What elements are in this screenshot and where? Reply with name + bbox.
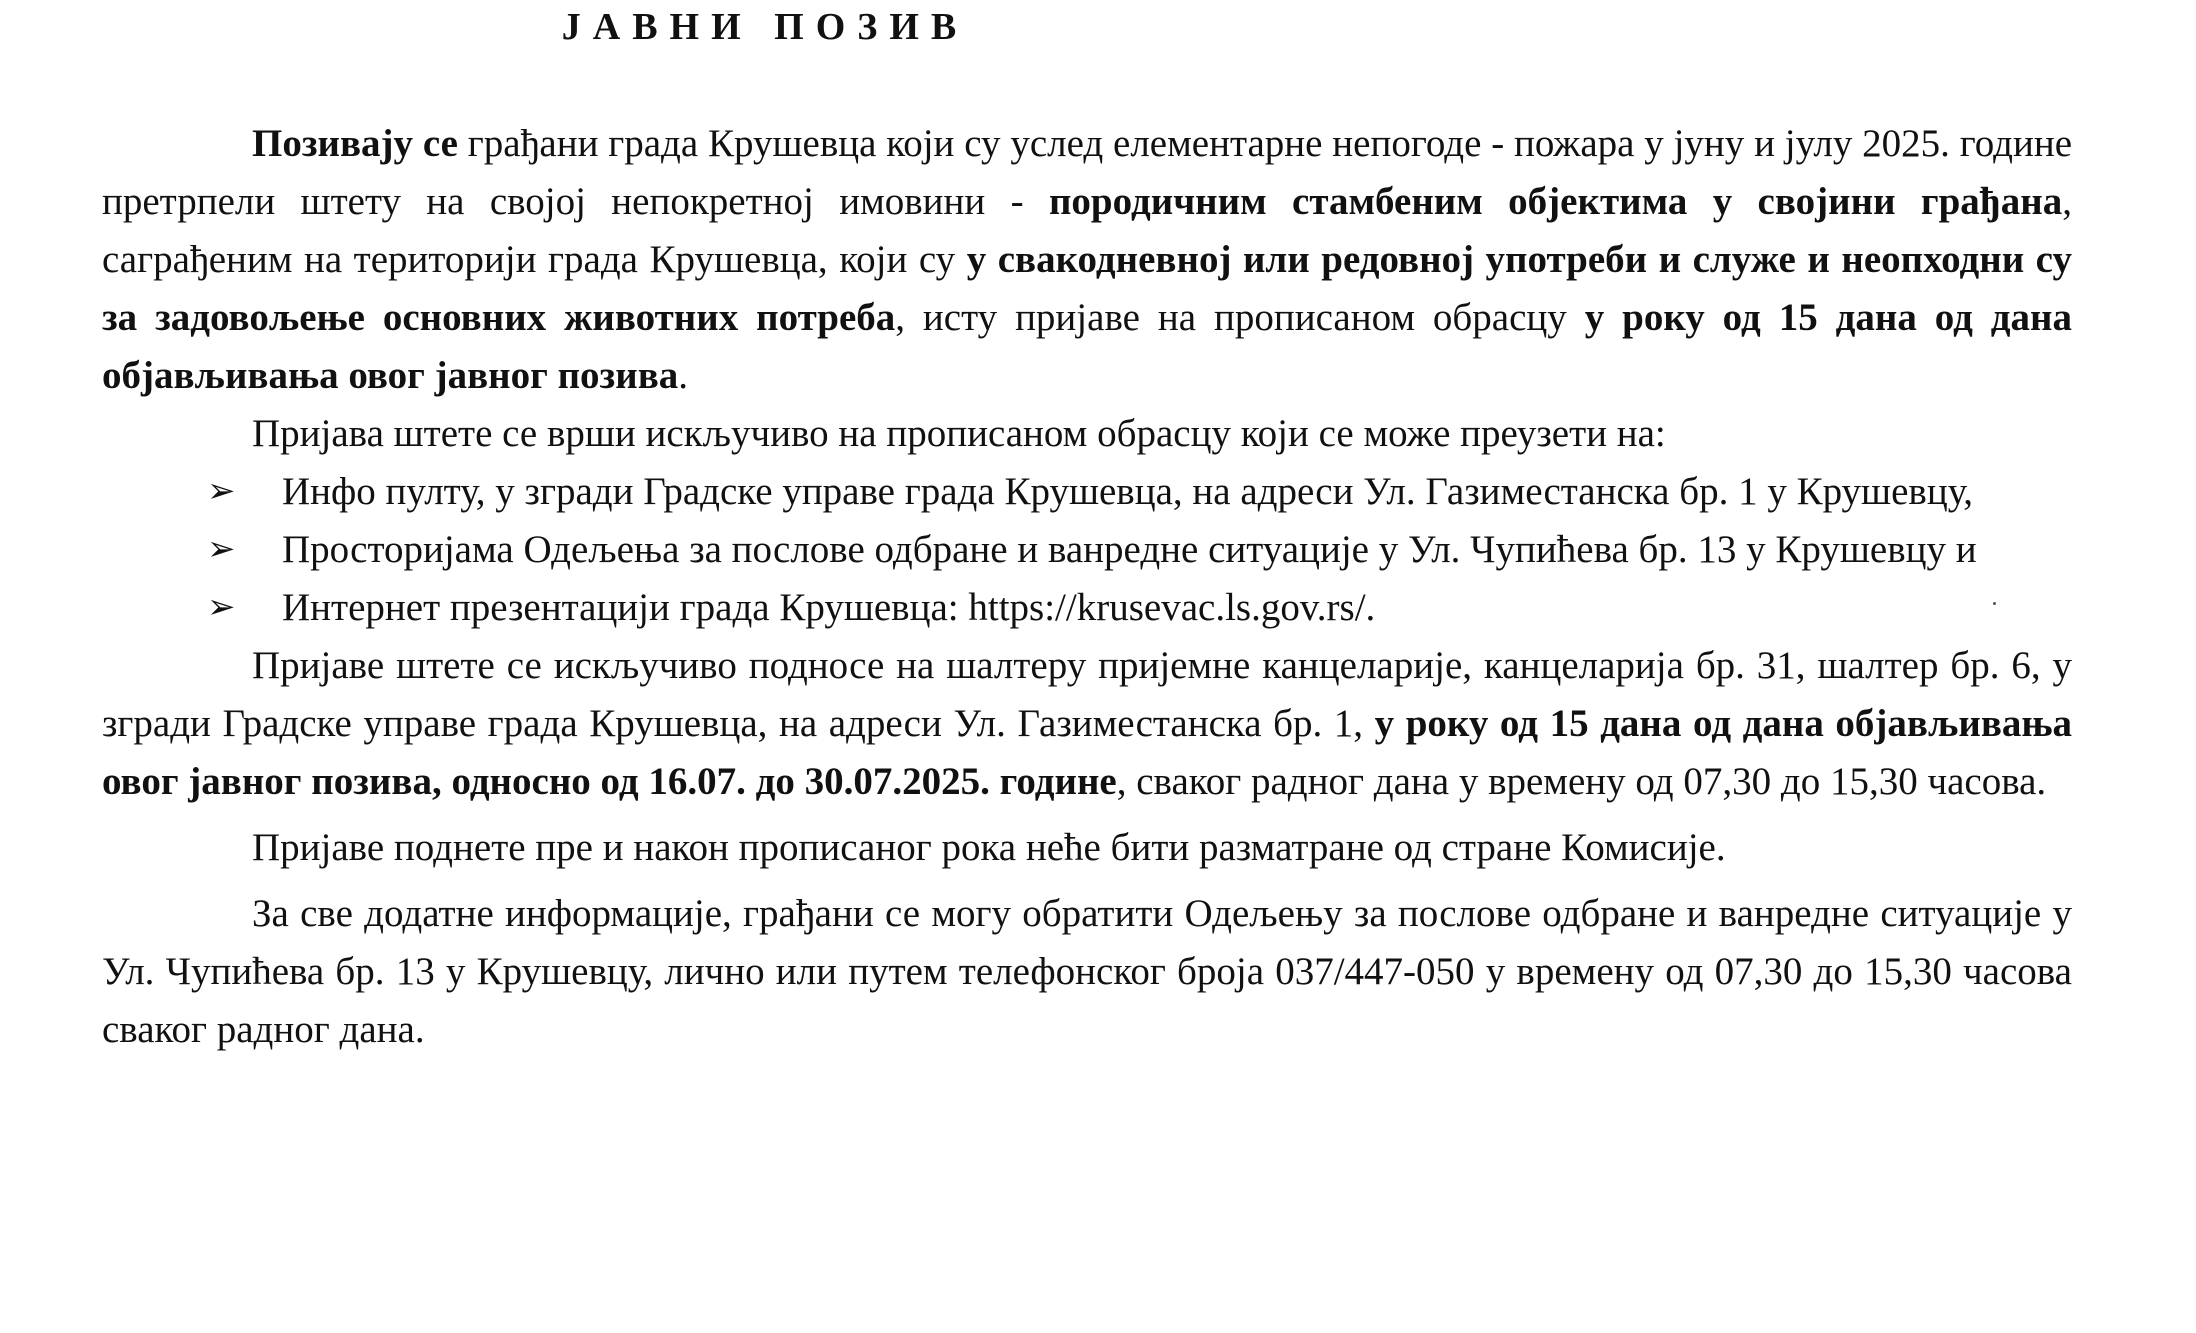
text-regular: Пријаве штете се искључиво подносе на шалтеру пријемне канцеларије, канцеларија бр. 31, шалтер бр. 6, у згради Градске управе града Крушевца, на адреси Ул. Газиместанска бр. 1, <box>102 644 2072 745</box>
text-bold: Позивају се <box>252 122 458 165</box>
list-item <box>102 521 2072 579</box>
text-regular: . <box>678 354 689 397</box>
arrow-bullet-icon: ➢ <box>207 589 236 626</box>
text-regular: грађани града Крушевца који су услед елементарне непогоде - пожара у јуну и јулу 2025. године претрпели штету на својој непокретној имовини - <box>102 122 2073 223</box>
scan-artifact <box>1993 602 1996 605</box>
list-item <box>102 579 2072 637</box>
text-bold: у року од 15 дана од дана објављивања овог јавног позива, односно од 16.07. до 30.07.2025. године <box>102 702 2073 803</box>
list-item <box>102 463 2072 521</box>
text-bold: породичним стамбеним објектима у својини грађана <box>1048 180 2063 223</box>
paragraph-contact-info: За све додатне информације, грађани се могу обратити Одељењу за послове одбране и ванредне ситуације у Ул. Чупићева бр. 13 у Крушевцу, лично или путем телефонског броја 037/447-050 у времену од 07,30 до 15,30 часова сваког радног дана. <box>102 892 2072 1051</box>
arrow-bullet-icon: ➢ <box>207 473 236 510</box>
list-item-text: Инфо пулту, у згради Градске управе града Крушевца, на адреси Ул. Газиместанска бр. 1 у Крушевцу, <box>282 470 1974 513</box>
text-regular: , саграђеним на територији града Крушевца, који су <box>102 180 2072 281</box>
text-bold: у року од 15 дана од дана објављивања овог јавног позива <box>102 296 2072 397</box>
list-item-text: Просторијама Одељења за послове одбране и ванредне ситуације у Ул. Чупићева бр. 13 у Крушевцу и <box>282 528 1977 571</box>
paragraph-submission <box>102 637 2072 811</box>
document-body <box>102 115 2072 1059</box>
paragraph-invitation <box>102 115 2072 405</box>
text-bold: у свакодневној или редовној употреби и служе и неопходни су за задовољење основних животних потреба <box>102 238 2072 339</box>
document-title: ЈАВНИ ПОЗИВ <box>561 6 969 48</box>
text-regular: , сваког радног дана у времену од 07,30 до 15,30 часова. <box>1116 760 2047 803</box>
paragraph-form-download: Пријава штете се врши искључиво на прописаном обрасцу који се може преузети на: <box>252 412 1666 455</box>
paragraph-deadline-notice: Пријаве поднете пре и након прописаног рока неће бити разматране од стране Комисије. <box>252 826 1726 869</box>
download-locations-list <box>102 463 2072 637</box>
text-regular: , исту пријаве на прописаном обрасцу <box>895 296 1585 339</box>
list-item-text: Интернет презентацији града Крушевца: https://krusevac.ls.gov.rs/. <box>282 586 1376 629</box>
arrow-bullet-icon: ➢ <box>207 531 236 568</box>
